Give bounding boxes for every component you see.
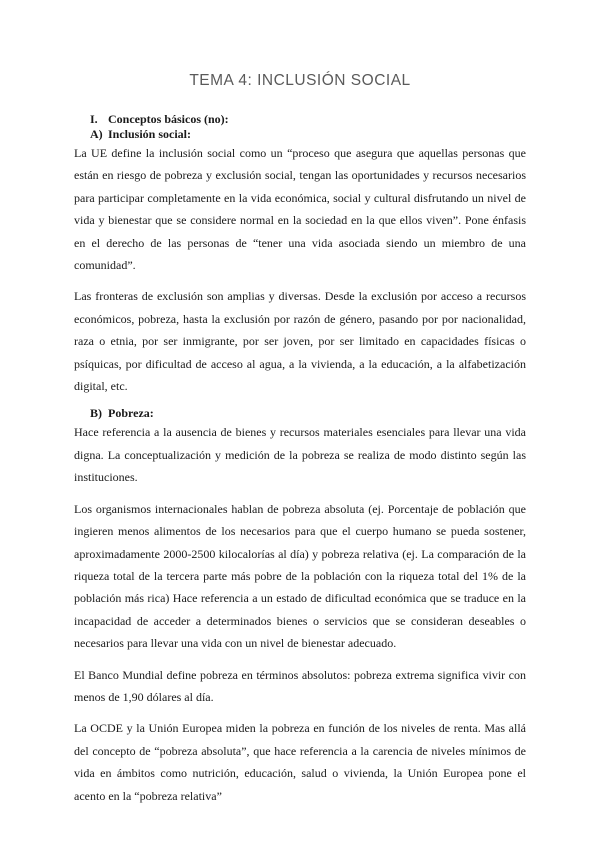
section-number: I. xyxy=(90,112,98,126)
page-title: TEMA 4: INCLUSIÓN SOCIAL xyxy=(189,72,411,89)
subsection-heading-a-text: Inclusión social: xyxy=(108,127,192,141)
section-heading-text: Conceptos básicos (no): xyxy=(108,112,229,126)
paragraph-6: La OCDE y la Unión Europea miden la pobreza en función de los niveles de renta. Mas allá del concepto de “pobreza absoluta”, que hace referencia a la carencia de niveles mínimos de vida en ámbitos como nutrición, educación, salud o vivienda, la Unión Europea pone el acento en la “pobreza relativa” xyxy=(74,721,526,803)
paragraph-3: Hace referencia a la ausencia de bienes y recursos materiales esenciales para llevar una vida digna. La conceptualización y medición de la pobreza se realiza de modo distinto según las instituciones. xyxy=(74,425,526,485)
subsection-letter-a: A) xyxy=(90,127,103,141)
paragraph-4: Los organismos internacionales hablan de pobreza absoluta (ej. Porcentaje de población que ingieren menos alimentos de los necesarios para que el cuerpo humano se pueda sostener, aproximadamente 2000-2500 kilocalorías al día) y pobreza relativa (ej. La comparación de la riqueza total de la tercera parte más pobre de la población con la riqueza total del 1% de la población más rica) Hace referencia a un estado de dificultad económica que se traduce en la incapacidad de acceder a determinados bienes o servicios que se consideran deseables o necesarios para llevar una vida con un nivel de bienestar adecuado. xyxy=(74,501,526,651)
subsection-heading-b-text: Pobreza: xyxy=(108,406,154,421)
paragraph-2: Las fronteras de exclusión son amplias y diversas. Desde la exclusión por acceso a recursos económicos, pobreza, hasta la exclusión por razón de género, pasando por por nacionalidad, raza o etnia, por ser inmigrante, por ser joven, por ser limitado en capacidades físicas o psíquicas, por dificultad de acceso al agua, a la vivienda, a la educación, a la alfabetización digital, etc. xyxy=(74,289,526,394)
paragraph-1: La UE define la inclusión social como un “proceso que asegura que aquellas personas que están en riesgo de pobreza y exclusión social, tengan las oportunidades y recursos necesarios para participar completamente en la vida económica, social y cultural disfrutando un nivel de vida y bienestar que se considere normal en la sociedad en la que ellos viven”. Pone énfasis en el derecho de las personas de “tener una vida asociada siendo un miembro de una comunidad”. xyxy=(74,146,526,273)
subsection-heading-a xyxy=(74,127,526,142)
subsection-heading-b xyxy=(74,406,526,421)
section-heading-1 xyxy=(74,112,526,127)
paragraph-5: El Banco Mundial define pobreza en términos absolutos: pobreza extrema significa vivir con menos de 1,90 dólares al día. xyxy=(74,667,526,704)
subsection-letter-b: B) xyxy=(90,406,102,421)
